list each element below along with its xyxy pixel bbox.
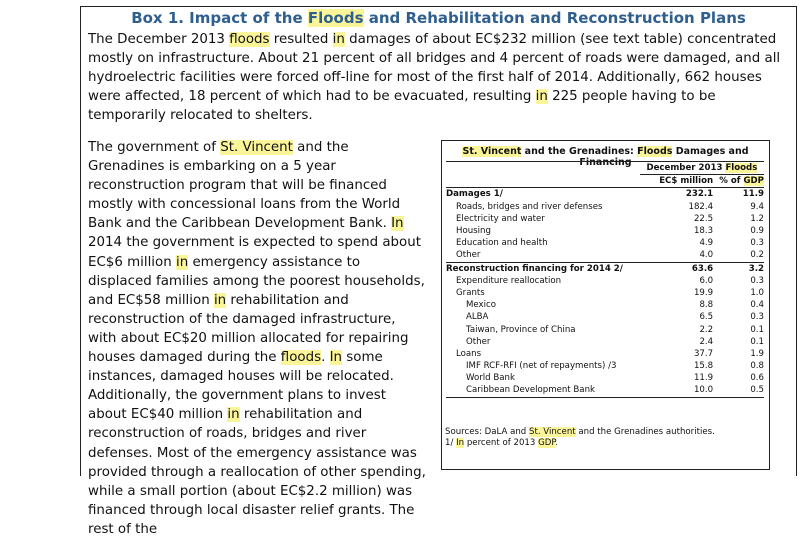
table-row: Expenditure reallocation 6.0 0.3 xyxy=(456,275,764,286)
damages-table-box xyxy=(441,140,770,470)
table-row: Caribbean Development Bank 10.0 0.5 xyxy=(446,384,764,397)
col-header-ec: EC$ million xyxy=(640,175,713,188)
highlight: Floods xyxy=(307,9,364,27)
table-row: Damages 1/ 232.1 11.9 xyxy=(446,189,764,200)
table-row: Roads, bridges and river defenses 182.4 9.4 xyxy=(456,201,764,212)
table-row: Reconstruction financing for 2014 2/ 63.6 3.2 xyxy=(446,263,764,274)
table-row: Mexico 8.8 0.4 xyxy=(466,300,764,311)
table-row: Other 4.0 0.2 xyxy=(446,249,764,262)
table-row: World Bank 11.9 0.6 xyxy=(466,373,764,384)
damages-table xyxy=(446,161,764,398)
table-row: Housing 18.3 0.9 xyxy=(456,226,764,237)
table-row: Education and health 4.9 0.3 xyxy=(456,238,764,249)
table-row: Other 2.4 0.1 xyxy=(466,336,764,347)
intro-paragraph: The December 2013 floods resulted in damages of about EC$232 million (see text table) concentrated mostly on infrastructure. About 21 percent of all bridges and 4 percent of roads were damaged, and all hydroelectric facilities were forced off-line for most of the first half of 2014. Additionally, 662 houses were affected, 18 percent of which had to be evacuated, resulting in 225 people having to be temporarily relocated to shelters. xyxy=(88,32,781,123)
table-title: St. Vincent and the Grenadines: Floods Damages and Financing xyxy=(462,146,749,168)
table-row: Taiwan, Province of China 2.2 0.1 xyxy=(466,324,764,335)
table-row: ALBA 6.5 0.3 xyxy=(466,312,764,323)
body-paragraph: The government of St. Vincent and the Grenadines is embarking on a 5 year reconstruction program that will be financed mostly with concessional loans from the World Bank and the Caribbean Development Bank. In 2014 the government is expected to spend about EC$6 million in emergency assistance to displaced families among the poorest households, and EC$58 million in rehabilitation and reconstruction of the damaged infrastructure, with about EC$20 million allocated for repairing houses damaged during the floods. In some instances, damaged houses will be relocated. Additionally, the government plans to invest about EC$40 million in rehabilitation and reconstruction of roads, bridges and river defenses. Most of the emergency assistance was provided through a reallocation of other spending, while a small portion (about EC$2.2 million) was financed through local disaster relief grants. The rest of the xyxy=(88,140,426,537)
table-notes: Sources: DaLA and St. Vincent and the Grenadines authorities. 1/ In percent of 2013 GDP. xyxy=(445,427,715,448)
table-row: Grants 19.9 1.0 xyxy=(456,287,764,298)
table-row: Loans 37.7 1.9 xyxy=(456,348,764,359)
table-header-group: December 2013 Floods xyxy=(640,162,764,175)
table-row: Electricity and water 22.5 1.2 xyxy=(456,213,764,224)
table-row: IMF RCF-RFI (net of repayments) /3 15.8 0.8 xyxy=(466,361,764,372)
box-title: Box 1. Impact of the Floods and Rehabilitation and Reconstruction Plans xyxy=(131,9,746,27)
col-header-gdp: % of GDP xyxy=(713,175,764,188)
